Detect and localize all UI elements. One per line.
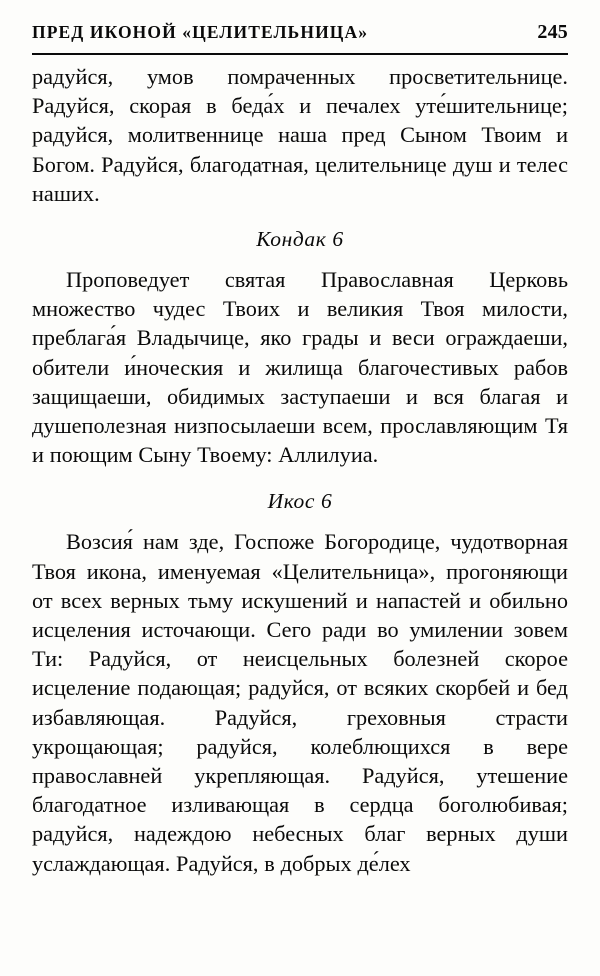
text-column [32, 62, 568, 878]
section-heading-kontakion-6: Кондак 6 [256, 227, 344, 252]
paragraph-ikos-6: Возсия́ нам зде, Госпоже Богородице, чудотворная Твоя икона, именуемая «Целительница», прогоняющи от всех верных тьму искушений и напастей и обильно исцеления источающи. Сего ради во умилении зовем Ти: Радуйся, от неисцельных болезней скорое исцеление подающая; радуйся, от всяких скорбей и бед избавляющая. Радуйся, греховныя страсти укрощающая; радуйся, колеблющихся в вере православней укрепляющая. Радуйся, утешение благодатное изливающая в сердца боголюбивая; радуйся, надеждою небесных благ верных души услаждающая. Радуйся, в добрых де́лех [32, 529, 568, 876]
spacer [32, 252, 568, 265]
spacer [32, 208, 568, 227]
page-number: 245 [537, 21, 568, 43]
section-heading-ikos-6: Икос 6 [267, 489, 333, 514]
spacer [32, 514, 568, 527]
spacer [32, 469, 568, 489]
paragraph-kontakion-6: Проповедует святая Православная Церковь множество чудес Твоих и великия Твоя милости, преблага́я Владычице, яко грады и веси ограждаеши, обители и́ноческия и жилища благочестивых рабов защищаеши, обидимых заступаеши и вся благая и душеполезная низпосылаеши всем, прославляющим Тя и поющим Сыну Твоему: Аллилуиа. [32, 267, 568, 468]
running-head-title: ПРЕД ИКОНОЙ «ЦЕЛИТЕЛЬНИЦА» [32, 22, 369, 42]
running-head [32, 22, 568, 55]
paragraph-continuation: радуйся, умов помраченных просветительнице. Радуйся, скорая в беда́х и печалех уте́шительнице; радуйся, молитвеннице наша пред Сыном Твоим и Богом. Радуйся, благодатная, целительнице душ и телес наших. [32, 64, 568, 206]
